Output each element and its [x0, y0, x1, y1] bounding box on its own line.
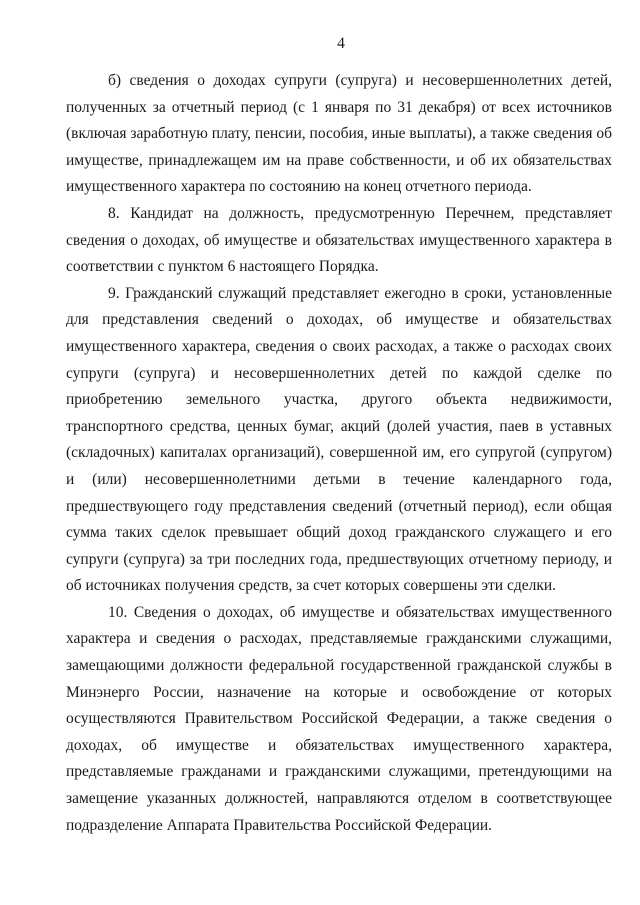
paragraph-8-candidate: 8. Кандидат на должность, предусмотренную Перечнем, представляет сведения о доходах, об имуществе и обязательствах имущественного характера в соответствии с пунктом 6 настоящего Порядка. [66, 204, 612, 276]
paragraph-9-expenses: 9. Гражданский служащий представляет ежегодно в сроки, установленные для представления сведений о доходах, об имуществе и обязательствах имущественного характера, сведения о своих расходах, а также о расходах своих супруги (супруга) и несовершеннолетних детей по каждой сделке по приобретению земельного участка, другого объекта недвижимости, транспортного средства, ценных бумаг, акций (долей участия, паев в уставных (складочных) капиталах организаций), совершенной им, его супругой (супругом) и (или) несовершеннолетними детьми в течение календарного года, предшествующего году представления сведений (отчетный период), если общая сумма таких сделок превышает общий доход гражданского служащего и его супруги (супруга) за три последних года, предшествующих отчетному периоду, и об источниках получения средств, за счет которых совершены эти сделки. [66, 284, 612, 595]
page-number: 4 [337, 35, 345, 52]
paragraph-b-spouse-income: б) сведения о доходах супруги (супруга) и несовершеннолетних детей, полученных за отчетный период (с 1 января по 31 декабря) от всех источников (включая заработную плату, пенсии, пособия, иные выплаты), а также сведения об имуществе, принадлежащем им на праве собственности, и об их обязательствах имущественного характера по состоянию на конец отчетного периода. [66, 72, 612, 196]
paragraph-10-submission: 10. Сведения о доходах, об имуществе и обязательствах имущественного характера и сведения о расходах, представляемые гражданскими служащими, замещающими должности федеральной государственной гражданской службы в Минэнерго России, назначение на которые и освобождение от которых осуществляются Правительством Российской Федерации, а также сведения о доходах, об имуществе и обязательствах имущественного характера, представляемые гражданами и гражданскими служащими, претендующими на замещение указанных должностей, направляются отделом в соответствующее подразделение Аппарата Правительства Российской Федерации. [66, 603, 612, 834]
